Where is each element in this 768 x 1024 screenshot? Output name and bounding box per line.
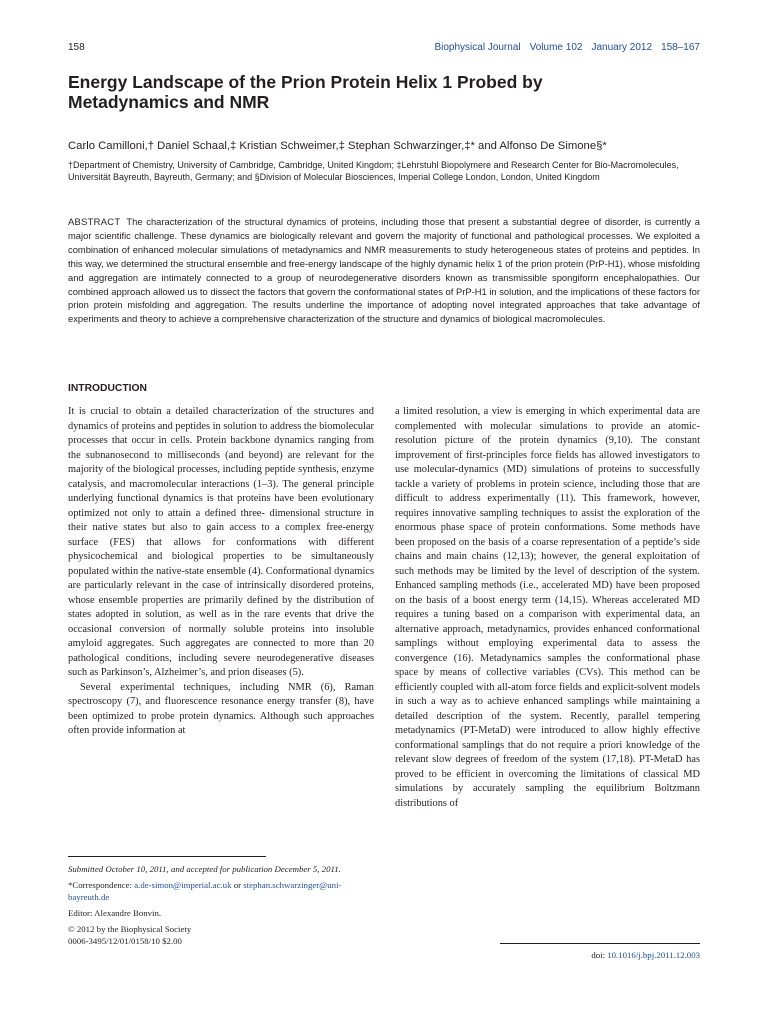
abstract-label: ABSTRACT	[68, 216, 121, 227]
submission-dates: Submitted October 10, 2011, and accepted for publication December 5, 2011.	[68, 864, 341, 874]
author-list: Carlo Camilloni,† Daniel Schaal,‡ Kristian Schweimer,‡ Stephan Schwarzinger,‡* and Alfonso De Simone§*	[68, 140, 607, 152]
journal-citation	[434, 42, 700, 53]
journal-pages: 158–167	[661, 42, 700, 53]
footnotes	[68, 863, 376, 947]
copyright: © 2012 by the Biophysical Society	[68, 924, 192, 934]
footnote-divider	[68, 856, 266, 857]
correspondence	[68, 879, 376, 903]
email-link-1[interactable]: a.de-simon@imperial.ac.uk	[134, 880, 232, 890]
intro-paragraph: a limited resolution, a view is emerging in which experimental data are complemented with molecular simulations to provide an atomic-resolution picture of the protein dynamics (9,10). The constant improvement of first-principles force fields has allowed investigators to use molecular-dynamics (MD) simulations of proteins to successfully tackle a variety of problems in protein science, including those that are difficult to address experimentally (11). This framework, however, requires innovative sampling techniques to assist the exploration of the enormous phase space of protein conformations. Some methods have been proposed on the basis of a coarse representation of a peptide’s side chains and main chains (12,13); however, the general exploitation of such methods may be limited by the level of description of the system. Enhanced sampling methods (i.e., accelerated MD) have been proposed on the basis of a boost energy term (14,15). Whereas accelerated MD requires a tuning based on a comparison with experimental data, an alternative approach, metadynamics, provides enhanced conformational samplings without employing experimental data to assess the convergence (16). Metadynamics samples the conformational phase space by means of collective variables (CVs). This method can be efficiently coupled with all-atom force fields and explicit-solvent models in such a way as to achieve enhanced samplings while maintaining a detailed description of the system. Recently, parallel tempering metadynamics (PT-MetaD) were introduced to allow highly effective conformational samplings that do not require a priori knowledge of the relevant slow degrees of freedom of the system (17,18). PT-MetaD has proved to be efficient in overcoming the limitations of classical MD simulations by accurately sampling the equilibrium Boltzmann distributions of	[395, 406, 700, 809]
doi-label: doi:	[591, 950, 606, 960]
article-title: Energy Landscape of the Prion Protein Helix 1 Probed by Metadynamics and NMR	[68, 72, 543, 112]
running-header	[68, 42, 700, 58]
text-column-left	[68, 405, 374, 739]
affiliations: †Department of Chemistry, University of Cambridge, Cambridge, United Kingdom; ‡Lehrstuhl Biopolymere and Research Center for Bio-Macromolecules, Universität Bayreuth, Bayreuth, Germany; and §Division of Molecular Biosciences, Imperial College London, London, United Kingdom	[68, 160, 679, 183]
intro-paragraph: It is crucial to obtain a detailed characterization of the structures and dynamics of proteins and peptides in solution to address the biomolecular processes that occur in cells. Protein backbone dynamics ranging from the subnanosecond to milliseconds (and beyond) are relevant for the majority of the biological processes, including peptide synthesis, enzyme catalysis, and macromolecular interactions (1–3). The general principle underlying functional dynamics is that proteins have been evolutionary optimized not only to attain a defined three- dimensional structure in their native states but also to gain access to a complex free-energy surface (FES) that allows for conformations with different physicochemical and biological properties to be simultaneously populated within the native-state ensemble (4). Conformational dynamics are particularly relevant in the case of intrinsically disordered proteins, whose ensemble properties are primarily defined by the distribution of states adopted in solution, as well as in the rare events that drive the occasional conversion of normally soluble proteins into insoluble amyloid aggregates. Such aggregates are connected to more than 20 pathological conditions, including severe neurodegenerative diseases such as Parkinson’s, Alzheimer’s, and prion diseases (5).	[68, 406, 374, 678]
abstract	[68, 215, 700, 326]
doi-line	[500, 950, 700, 960]
issn-price: 0006-3495/12/01/0158/10 $2.00	[68, 936, 182, 946]
journal-volume: Volume 102	[529, 42, 583, 53]
text-column-right	[395, 405, 700, 811]
abstract-text: The characterization of the structural dynamics of proteins, including those that present a substantial degree of disorder, is currently a major scientific challenge. These dynamics are biologically relevant and govern the majority of functional and pathological processes. We exploited a combination of enhanced molecular simulations of metadynamics and NMR measurements to study heterogeneous states of proteins and peptides. In this way, we determined the structural ensemble and free-energy landscape of the highly dynamic helix 1 of the prion protein (PrP-H1), whose misfolding and aggregation are intimately connected to a group of neurodegenerative disorders known as transmissible spongiform encephalopathies. Our combined approach allowed us to dissect the factors that govern the conformational states of PrP-H1 in solution, and the implications of these factors for prion protein misfolding and aggregation. The results underline the importance of adopting novel integrated approaches that take advantage of experiments and theory to achieve a comprehensive characterization of the structure and dynamics of biological macromolecules.	[68, 216, 700, 325]
or-word: or	[233, 880, 242, 890]
intro-paragraph: Several experimental techniques, including NMR (6), Raman spectroscopy (7), and fluorescence resonance energy transfer (8), have been optimized to probe protein dynamics. Although such approaches often provide information at	[68, 681, 374, 736]
email-link-2[interactable]: stephan.schwarzinger@uni-bayreuth.de	[68, 880, 342, 902]
doi-divider	[500, 943, 700, 944]
correspondence-label: *Correspondence:	[68, 880, 133, 890]
section-heading-introduction: INTRODUCTION	[68, 383, 147, 394]
journal-date: January 2012	[591, 42, 653, 53]
page-number: 158	[68, 42, 85, 53]
journal-name[interactable]: Biophysical Journal	[434, 42, 521, 53]
editor-note: Editor: Alexandre Bonvin.	[68, 908, 162, 918]
doi-link[interactable]: 10.1016/j.bpj.2011.12.003	[607, 950, 700, 960]
